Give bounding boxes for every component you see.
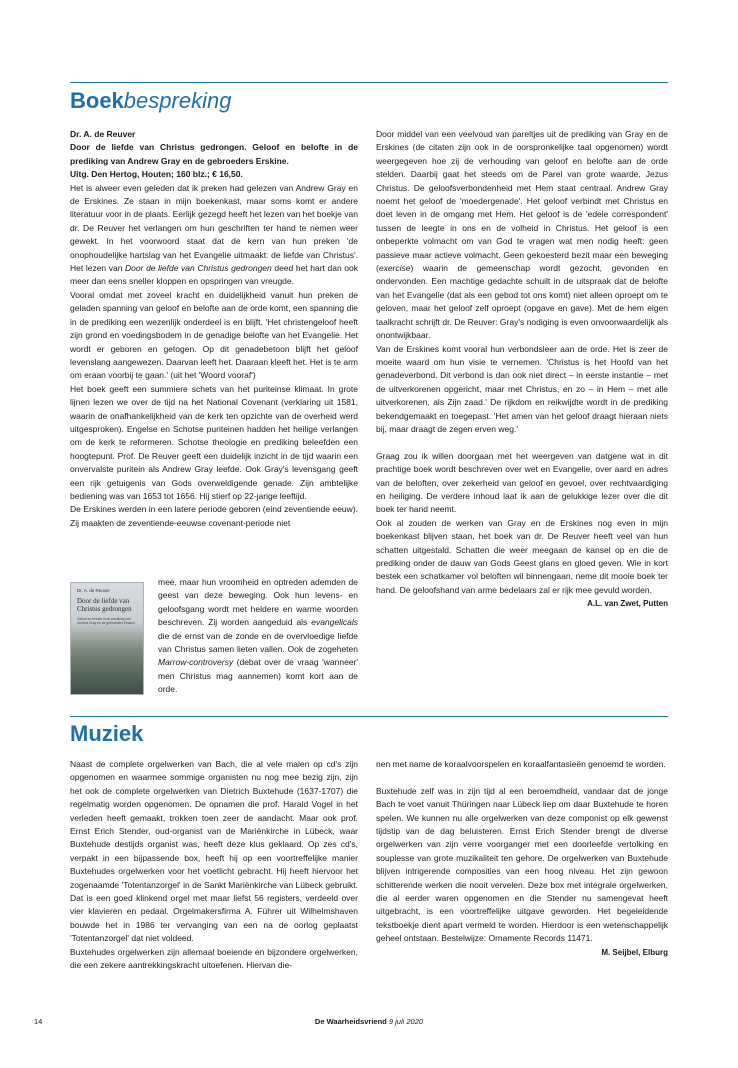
music-paragraph: Naast de complete orgelwerken van Bach, die al vele malen op cd's zijn opgenomen en waarmee sommige organisten nu nog mee bezig zijn, zijn het ook de complete orgelwerken van Dietrich Buxtehude (1637-1707) die regelmatig worden opgenomen. De opnamen die prof. Harald Vogel in het verleden heeft gemaakt, trokken toen zeer de aandacht. Maar ook prof. Ernst Erich Stender, oud-organist van de Mariënkirche in Lübeck, waar Buxtehude destijds organist was, heeft deze klus geklaard. Op zes cd's, verpakt in een bijpassende box, heeft hij op een voortreffelijke manier Buxtehudes orgelwerken voor het voetlicht gebracht. Hij heeft hiervoor het zogenaamde 'Totentanzorgel' in de Sankt Mariënkirche van Lübeck gebruikt. Dat is een goed klinkend orgel met maar liefst 56 registers, verdeeld over vier klavieren en pedaal. Orgelmakersfirma A. Führer uit Wilhelmshaven bouwde het in 1986 ter vervanging van een na de oorlog geplaatst 'Totentanzorgel' dat niet voldeed.	[70, 759, 358, 944]
book-cover-author: Dr. A. de Reuver	[77, 588, 111, 593]
page-number: 14	[34, 1017, 43, 1026]
review-paragraph: Ook al zouden de werken van Gray en de Erskines nog even in mijn boekenkast blijven staan, het boek van dr. De Reuver heeft veel van hun schatten uitgestald. Schatten die weer meegaan de kansel op en die de prediking onder de dauw van Gods Geest glans en gloed geven. Wie in kort bestek een schatkamer vol beloften wil binnengaan, neme dit mooie boek ter hand. De geloofshand van arme bedelaars zal er rijk mee gevuld worden.	[376, 517, 668, 595]
review-author: Dr. A. de Reuver	[70, 129, 136, 139]
footer-masthead: De Waarheidsvriend 9 juli 2020	[314, 1017, 424, 1026]
review-signature: A.L. van Zwet, Putten	[587, 599, 668, 609]
review-paragraph: De Erskines werden in een latere periode geboren (eind zeventiende eeuw). Zij maakten de zeventiende-eeuwse covenant-periode niet	[70, 504, 358, 528]
review-paragraph: Door middel van een veelvoud van pareltjes uit de prediking van Gray en de Erskines (de citaten zijn ook in de oorspronkelijke taal opgenomen) wordt weergegeven hoe zij de verhouding van geloof en belofte aan de orde stelden. Daarbij gaat het steeds om de Parel van grote waarde, Jezus Christus. De geloofsverbondenheid met Hem staat centraal. Andrew Gray noemt het geloof de 'moedergenade'. Het geloof verbindt met Christus en doet leven in de omgang met Hem. Het geloof is de 'edele correspondent' tussen de leegte in ons en de volheid in Christus. Het geloof is een onbeperkte volmacht om van God te vragen wat men nodig heeft: geen passieve maar actieve volmacht. Geen gekoesterd bezit maar een beweging (exercise) waarin de gemeenschap wordt gezocht, gevonden en ondervonden. Een machtige gedachte schuilt in de uitspraak dat de belofte van het Evangelie (dat als een gebod tot ons komt) niet alleen oproept om te geloven, maar het geloof zelf oproept (opgave en gave). Met de hem eigen taalkracht schrijft dr. De Reuver: Gray's nodiging is even onvoorwaardelijk als onontwijkbaar.	[376, 129, 668, 341]
review-book-title: Door de liefde van Christus gedrongen. Geloof en belofte in de prediking van Andrew Gray en de gebroeders Erskine.	[70, 142, 358, 166]
music-paragraph: Buxtehudes orgelwerken zijn allemaal boeiende en bijzondere orgelwerken, die een zekere aantrekkingskracht uitoefenen. Hiervan die-	[70, 946, 358, 971]
book-cover-subtitle: Geloof en belofte in de prediking van Andrew Gray en de gebroeders Erskine	[77, 617, 135, 625]
music-column-left	[70, 758, 358, 973]
review-column-left	[70, 128, 358, 530]
section-rule-music	[70, 716, 668, 717]
review-paragraph: Het boek geeft een summiere schets van het puriteinse klimaat. In grote lijnen lezen we over de tijd na het National Covenant (verklaring uit 1581, waarin de onafhankelijkheid van de kerk ten opzichte van de overheid werd uitgesproken). Engelse en Schotse puriteinen hadden het heilige verlangen om de kerk te reformeren. Schotse theologie en prediking beleefden een hoogtepunt. Prof. De Reuver geeft een duidelijk inzicht in de tijd waarin een onvervalste puritein als Andrew Gray leefde. Ook Gray's levensgang geeft een rijk getuigenis van Gods overweldigende genade. Zijn ambtelijke bediening was van 1653 tot 1656. Hij stierf op 22-jarige leeftijd.	[70, 383, 358, 501]
review-column-right	[376, 128, 668, 611]
music-column-right	[376, 758, 668, 959]
music-heading: Muziek	[70, 721, 144, 746]
music-paragraph: Buxtehude zelf was in zijn tijd al een beroemdheid, vandaar dat de jonge Bach te voet vanuit Thüringen naar Lübeck liep om daar Buxtehude te horen spelen. We kunnen nu alle orgelwerken van deze componist op elk gewenst tijdstip van de dag beluisteren. Ernst Erich Stender brengt de diverse orgelwerken van zijn verre voorganger met een doorleefde vertolking en souplesse van grote muzikaliteit ten gehore. De orgelwerken van Buxtehude blijven intrigerende composities van een hoog niveau. Het zijn gewoon schitterende werken die nooit vervelen. Deze box met integrale orgelwerken, die al eerder waren opgenomen en die Stender nu samengevat heeft uitgebracht, is een voortreffelijke uitgave geworden. Het begeleidende tekstboekje dient apart vermeld te worden. Hierdoor is een wetenschappelijk geheel ontstaan. Bestelwijze: Ornamente Records 11471.	[376, 785, 668, 944]
book-cover-title: Door de liefde van Christus gedrongen	[77, 597, 132, 613]
review-paragraph: Graag zou ik willen doorgaan met het weergeven van datgene wat in dit prachtige boek wordt beschreven over wet en Evangelie, over aard en adres van de beloften, over zekerheid van geloof en gevoel, over rechtvaardiging en heiliging. De verdere inhoud laat ik aan de gelukkige lezer over die dit boek ter hand neemt.	[376, 450, 668, 515]
review-paragraph: Vooral omdat met zoveel kracht en duidelijkheid vanuit hun preken de geladen spanning van geloof en belofte aan de orde komt, een spanning die in de prediking een wezenlijk onderdeel is en blijft. 'Het christengeloof heeft zijn grond en voedingsbodem in de genadige belofte van het Evangelie. Het wordt er geboren en getogen. Op dit genadebetoon blijft het geloof levenslang aangewezen. Daarvan leeft het. Daaraan kleeft het. Het is te arm om eraan voorbij te gaan.' (uit het 'Woord vooraf')	[70, 289, 358, 381]
review-paragraph: mee, maar hun vroomheid en optreden ademden de geest van deze beweging. Ook hun levens- en geloofsgang wordt met heldere en warme woorden beschreven. Zij worden aangeduid als evangelicals die de ernst van de zonde en de overvloedige liefde van Christus samen lieten vallen. Ook de zogeheten Marrow-controversy (debat over de vraag 'wanneer' men Christus mag aannemen) komt kort aan de orde.	[158, 577, 358, 695]
review-paragraph: Het is alweer even geleden dat ik preken had gelezen van Andrew Gray en de Erskines. Ze staan in mijn boekenkast, maar soms komt er andere literatuur voor in de plaats. Eerlijk gezegd heeft het lezen van het boekje van dr. De Reuver het verlangen om hun geschriften ter hand te nemen weer gewekt. In het voorwoord staat dat de kern van hun preken 'de onophoudelijke hartslag van het Evangelie uitmaakt: de liefde van Christus'. Het lezen van Door de liefde van Christus gedrongen deed het hart dan ook meer dan eens sneller kloppen en opspringen van vreugde.	[70, 182, 358, 287]
section-rule-top	[70, 82, 668, 83]
review-publisher: Uitg. Den Hertog, Houten; 160 blz.; € 16,50.	[70, 169, 243, 180]
book-cover-image	[70, 582, 144, 695]
music-signature: M. Seijbel, Elburg	[601, 947, 668, 957]
review-paragraph: Van de Erskines komt vooral hun verbondsleer aan de orde. Het is zeer de moeite waard om hun visie te vernemen. 'Christus is het Hoofd van het genadeverbond. Dit verbond is dan ook niet direct – in eerste instantie – met de uitverkorenen opgericht, maar met Christus, en zo – in Hem – met alle uitverkorenen, als Zijn zaad.' De rijkdom en reikwijdte wordt in de prediking bekendgemaakt en toegepast. 'Het amen van het geloof draagt hieraan niets bij, maar draagt de zegen erven weg.'	[376, 343, 668, 434]
review-column-left-wrap	[158, 576, 358, 697]
review-heading: Boekbespreking	[70, 88, 232, 113]
music-paragraph: nen met name de koraalvoorspelen en koraalfantasieën genoemd te worden.	[376, 759, 666, 769]
